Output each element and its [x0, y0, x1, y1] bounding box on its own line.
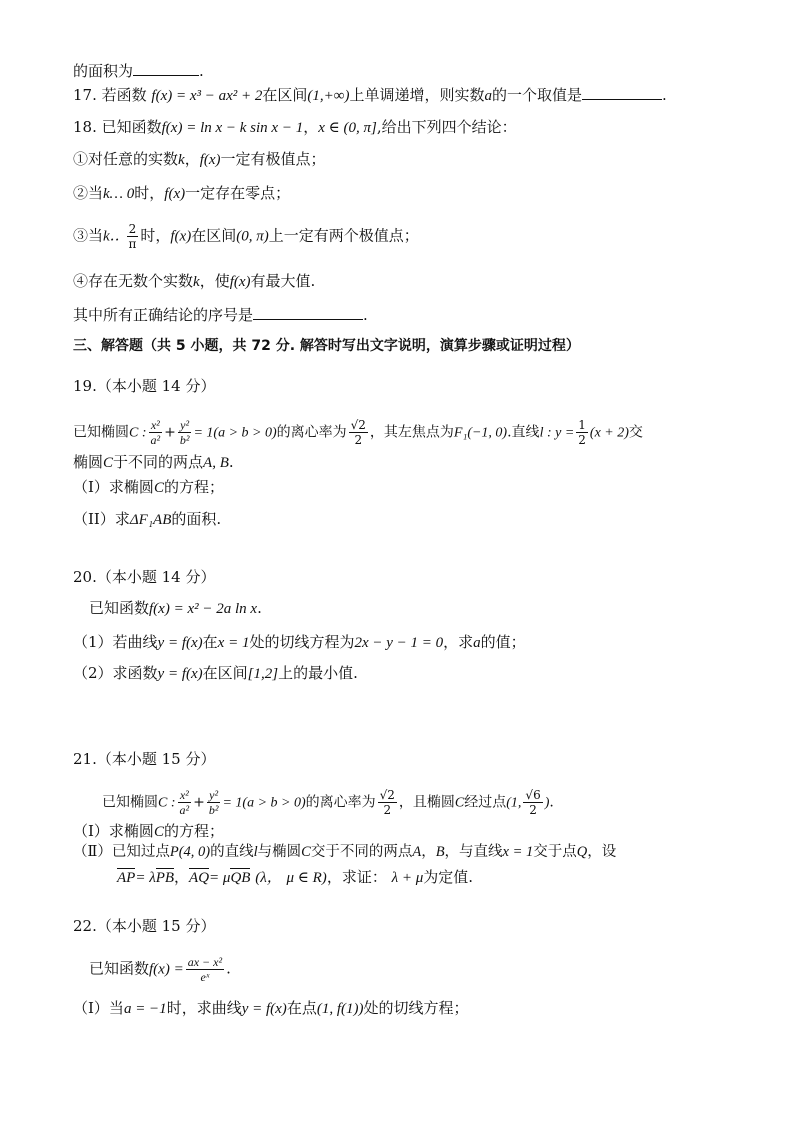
- math-expr: y = f(x): [157, 666, 203, 682]
- text: .: [226, 959, 231, 978]
- text: 22.（本小题 15 分）: [73, 917, 216, 935]
- math-expr: = 1(a > b > 0): [193, 425, 277, 441]
- math-expr: a = −1: [123, 1001, 167, 1017]
- text: .: [257, 599, 262, 617]
- text: 一定存在零点；: [185, 184, 291, 202]
- fraction: [149, 418, 163, 447]
- conclusion-4: [73, 270, 315, 293]
- fraction-numerator: y²: [180, 418, 190, 432]
- text: ④存在无数个实数: [73, 272, 194, 290]
- math-expr: f(x): [229, 274, 251, 290]
- math-expr: [1,2]: [247, 666, 279, 682]
- math-expr: C: [153, 480, 164, 496]
- math-expr: l: [253, 844, 258, 860]
- fraction-denominator: π: [128, 237, 137, 251]
- text: +: [193, 794, 205, 811]
- math-expr: f(x): [170, 228, 192, 245]
- fraction-numerator: x²: [179, 788, 189, 802]
- text: 交: [628, 424, 643, 441]
- text: （Ⅰ）当: [73, 999, 124, 1017]
- fraction: [207, 788, 221, 817]
- math-expr: x = 1: [217, 635, 250, 651]
- text: 上一定有两个极值点；: [268, 226, 419, 245]
- fraction-denominator: a²: [179, 803, 190, 817]
- text: 20.（本小题 14 分）: [73, 568, 216, 586]
- text: 其中所有正确结论的序号是: [73, 306, 254, 324]
- text: ，设: [587, 844, 617, 860]
- math-expr: A, B: [203, 455, 229, 471]
- math-expr: a: [473, 635, 481, 651]
- math-expr: (1,: [506, 795, 522, 811]
- math-expr: C :: [129, 425, 147, 441]
- text: ，其左焦点为: [369, 424, 454, 441]
- text: 21.（本小题 15 分）: [73, 750, 216, 768]
- text: 为定值.: [423, 868, 474, 886]
- vector: PB: [156, 867, 174, 889]
- fraction-denominator: b²: [208, 803, 219, 817]
- text: 交于点: [533, 844, 577, 860]
- math-expr: = 1(a > b > 0): [222, 795, 306, 811]
- text: 一定有极值点；: [220, 150, 326, 168]
- question-21-part-2: [73, 841, 616, 863]
- question-19-body-cont: [73, 451, 234, 474]
- text: .: [549, 794, 554, 811]
- text: ，使: [199, 272, 230, 290]
- text: .: [662, 86, 667, 104]
- fraction-denominator: 2: [578, 433, 586, 447]
- text: （2）求函数: [73, 664, 158, 682]
- conclusion-3: [73, 222, 419, 251]
- text: .直线: [507, 424, 540, 441]
- text: 有最大值.: [250, 272, 316, 290]
- text: ,给出下列四个结论：: [376, 118, 517, 136]
- question-21-header: [73, 748, 215, 770]
- text: 在点: [286, 999, 317, 1017]
- vector: QB: [230, 867, 250, 889]
- math-expr: = μ: [209, 870, 231, 886]
- text: （II）求: [73, 510, 130, 528]
- text: 的值；: [480, 633, 526, 651]
- text: 三、解答题（共 5 小题，共 72 分. 解答时写出文字说明，演算步骤或证明过程）: [73, 338, 580, 354]
- question-22-part-1: [73, 997, 469, 1020]
- text: ，: [421, 844, 436, 860]
- fraction-denominator: 2: [383, 803, 392, 817]
- fraction-numerator: √2: [379, 788, 395, 802]
- text: 已知椭圆: [102, 794, 158, 811]
- text: （Ⅰ）求椭圆: [73, 822, 154, 840]
- fraction: [378, 788, 397, 817]
- fraction-numerator: √2: [350, 418, 366, 432]
- math-expr: x ∈ (0, π]: [318, 120, 377, 136]
- question-20-part-2: [73, 662, 358, 685]
- text: 于不同的两点: [113, 453, 204, 471]
- math-expr: x = 1: [502, 844, 534, 860]
- text: 的一个取值是: [492, 86, 583, 104]
- question-21-part-1: [73, 820, 224, 843]
- text: 在区间: [191, 226, 237, 245]
- text: 的方程；: [163, 822, 224, 840]
- text: 的离心率为: [276, 424, 347, 441]
- math-expr: P(4, 0): [169, 844, 211, 860]
- text: 处的切线方程为: [249, 633, 355, 651]
- math-expr: 2x − y − 1 = 0: [354, 635, 444, 651]
- question-19-part-1: [73, 476, 224, 499]
- question-21-body: [102, 788, 554, 817]
- question-22-header: [73, 915, 215, 937]
- text: 已知函数: [89, 599, 150, 617]
- math-expr: C: [153, 824, 164, 840]
- fraction: [178, 418, 192, 447]
- math-expr: μ ∈ R): [286, 870, 327, 886]
- text: 时，求曲线: [166, 999, 242, 1017]
- text: 上单调递增，则实数: [349, 86, 485, 104]
- text: （Ⅱ）已知过点: [73, 844, 170, 860]
- math-expr: f(x) =: [149, 961, 184, 978]
- math-expr: a: [484, 88, 492, 104]
- math-expr: C: [103, 455, 114, 471]
- fraction: [126, 222, 138, 251]
- math-expr: Q: [576, 844, 588, 860]
- text: 时，: [134, 184, 165, 202]
- answer-blank: [582, 85, 662, 100]
- text: .: [199, 62, 204, 80]
- fraction-denominator: 2: [354, 433, 363, 447]
- text: （I）求椭圆: [73, 478, 154, 496]
- math-expr: y = f(x): [241, 1001, 287, 1017]
- math-expr: l : y =: [539, 425, 575, 441]
- text: 的面积.: [171, 510, 222, 528]
- fraction-denominator: eˣ: [200, 970, 210, 984]
- text: .: [363, 306, 368, 324]
- text: ①对任意的实数: [73, 150, 179, 168]
- math-expr: f(x) = ln x − k sin x − 1: [161, 120, 304, 136]
- text: 的直线: [210, 844, 254, 860]
- text: 的离心率为: [305, 794, 376, 811]
- math-expr: y = f(x): [157, 635, 203, 651]
- question-18: [73, 116, 517, 139]
- math-expr: k: [178, 152, 185, 168]
- text: ，: [184, 150, 200, 168]
- text: 时，: [140, 226, 171, 245]
- fraction-numerator: 2: [128, 222, 137, 236]
- text: 的面积为: [73, 62, 134, 80]
- fraction: [576, 418, 588, 447]
- text: 在: [202, 633, 218, 651]
- vector: AQ: [189, 867, 209, 889]
- fraction-denominator: b²: [179, 433, 190, 447]
- text: 处的切线方程；: [363, 999, 469, 1017]
- text: 与椭圆: [257, 844, 302, 860]
- math-expr: ΔF₁AB: [129, 512, 172, 528]
- text: ，且椭圆: [398, 794, 455, 811]
- question-20-part-1: [73, 631, 526, 654]
- fraction: [186, 955, 224, 984]
- question-19-header: [73, 375, 215, 397]
- math-expr: (λ，: [255, 870, 282, 886]
- fraction-numerator: x²: [150, 418, 160, 432]
- answer-blank: [133, 61, 199, 76]
- vector: AP: [117, 867, 135, 889]
- text: ，求证：: [326, 868, 387, 886]
- question-21-part-2-cont: [117, 866, 473, 889]
- question-19-body: [73, 418, 643, 447]
- fraction: [178, 788, 192, 817]
- text: 交于不同的两点: [310, 844, 413, 860]
- text: 已知椭圆: [73, 424, 129, 441]
- text: ，: [303, 118, 319, 136]
- text: ②当: [73, 184, 104, 202]
- text: ，: [174, 868, 190, 886]
- math-expr: f(x): [199, 152, 221, 168]
- math-expr: C :: [158, 795, 176, 811]
- conclusion-1: [73, 148, 326, 171]
- math-expr: (0, π): [236, 228, 269, 245]
- text: 17. 若函数: [73, 86, 147, 104]
- fraction: [349, 418, 368, 447]
- math-expr: ): [544, 795, 550, 811]
- math-expr: k… 0: [103, 186, 135, 202]
- section-heading: [73, 335, 580, 357]
- math-expr: λ + μ: [391, 870, 424, 886]
- fraction-numerator: 1: [578, 418, 586, 432]
- math-expr: f(x) = x³ − ax² + 2: [151, 88, 263, 104]
- math-expr: k: [193, 274, 200, 290]
- math-expr: F₁(−1, 0): [453, 425, 508, 441]
- math-expr: B: [435, 844, 445, 860]
- math-expr: k‥: [103, 228, 120, 245]
- math-expr: C: [301, 844, 311, 860]
- text-line: [73, 60, 204, 82]
- fraction-denominator: a²: [150, 433, 161, 447]
- text: 经过点: [464, 794, 507, 811]
- text: ，与直线: [444, 844, 503, 860]
- answer-blank: [253, 305, 363, 320]
- text: （1）若曲线: [73, 633, 158, 651]
- question-20-body: [89, 597, 262, 620]
- answer-prompt: [73, 304, 368, 326]
- math-expr: A: [412, 844, 422, 860]
- text: 在区间: [202, 664, 248, 682]
- fraction-numerator: y²: [209, 788, 219, 802]
- math-expr: (x + 2): [589, 425, 629, 441]
- math-expr: (1,+∞): [307, 88, 350, 104]
- fraction-numerator: ax − x²: [187, 955, 223, 969]
- fraction: [523, 788, 542, 817]
- question-20-header: [73, 566, 215, 588]
- text: ③当: [73, 226, 104, 245]
- fraction-numerator: √6: [525, 788, 541, 802]
- math-expr: C: [454, 795, 465, 811]
- question-17: [73, 84, 667, 107]
- question-22-body: [89, 955, 231, 984]
- text: 已知函数: [89, 959, 150, 978]
- math-expr: = λ: [135, 870, 156, 886]
- text: 18. 已知函数: [73, 118, 162, 136]
- fraction-denominator: 2: [529, 803, 537, 817]
- text: 椭圆: [73, 453, 104, 471]
- math-expr: f(x): [164, 186, 186, 202]
- math-expr: f(x) = x² − 2a ln x: [149, 601, 258, 617]
- text: 的方程；: [163, 478, 224, 496]
- question-19-part-2: [73, 508, 221, 531]
- text: ，求: [443, 633, 474, 651]
- text: 19.（本小题 14 分）: [73, 377, 216, 395]
- text: 在区间: [262, 86, 308, 104]
- text: .: [228, 453, 234, 471]
- text: +: [164, 424, 176, 441]
- math-expr: (1, f(1)): [316, 1001, 364, 1017]
- text: 上的最小值.: [278, 664, 358, 682]
- conclusion-2: [73, 182, 290, 205]
